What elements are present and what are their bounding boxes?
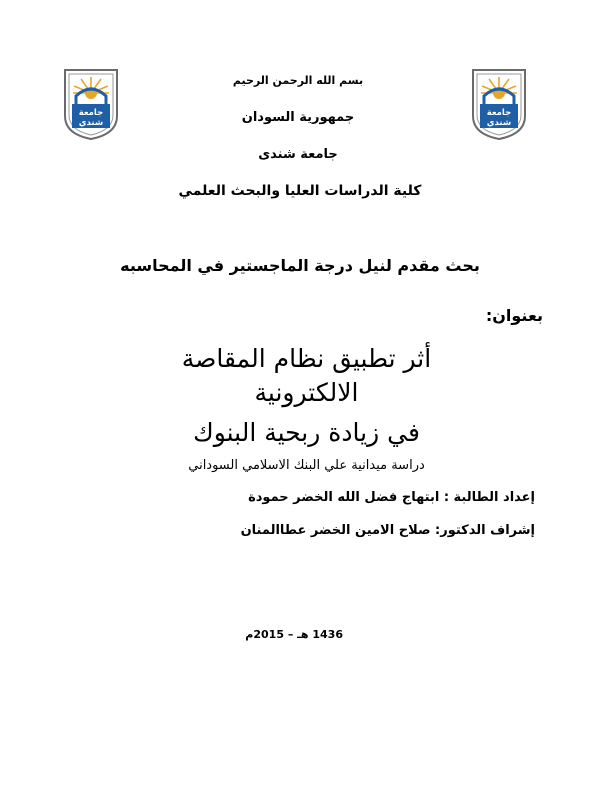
svg-text:شندي: شندي — [486, 118, 512, 128]
basmala: بسم الله الرحمن الرحيم — [232, 74, 364, 87]
thesis-title-line-3: في زيادة ربحية البنوك — [193, 418, 420, 447]
submission-date: 1436 هـ – 2015م — [245, 628, 343, 641]
supervised-by: إشراف الدكتور: صلاح الامين الخضر عطاالمنان — [240, 523, 535, 538]
svg-text:جامعة: جامعة — [486, 108, 512, 118]
svg-text:شندي: شندي — [78, 118, 104, 128]
university-name: جامعة شندى — [258, 147, 338, 162]
republic-name: جمهورية السودان — [241, 110, 355, 125]
thesis-subtitle: دراسة ميدانية علي البنك الاسلامي السوداني — [188, 458, 425, 473]
thesis-title-line-1: أثر تطبيق نظام المقاصة — [181, 344, 432, 373]
university-crest-icon — [470, 68, 528, 140]
thesis-title-line-2: الالكترونية — [254, 378, 359, 407]
title-label: بعنوان: — [485, 306, 543, 325]
degree-statement: بحث مقدم لنيل درجة الماجستير في المحاسبه — [120, 256, 480, 275]
svg-text:جامعة: جامعة — [78, 108, 104, 118]
prepared-by: إعداد الطالبة : ابتهاج فضل الله الخضر حمودة — [248, 490, 535, 505]
university-crest-icon — [62, 68, 120, 140]
university-logo-right — [470, 68, 528, 140]
university-logo-left — [62, 68, 120, 140]
college-name: كلية الدراسات العليا والبحث العلمي — [178, 183, 422, 199]
